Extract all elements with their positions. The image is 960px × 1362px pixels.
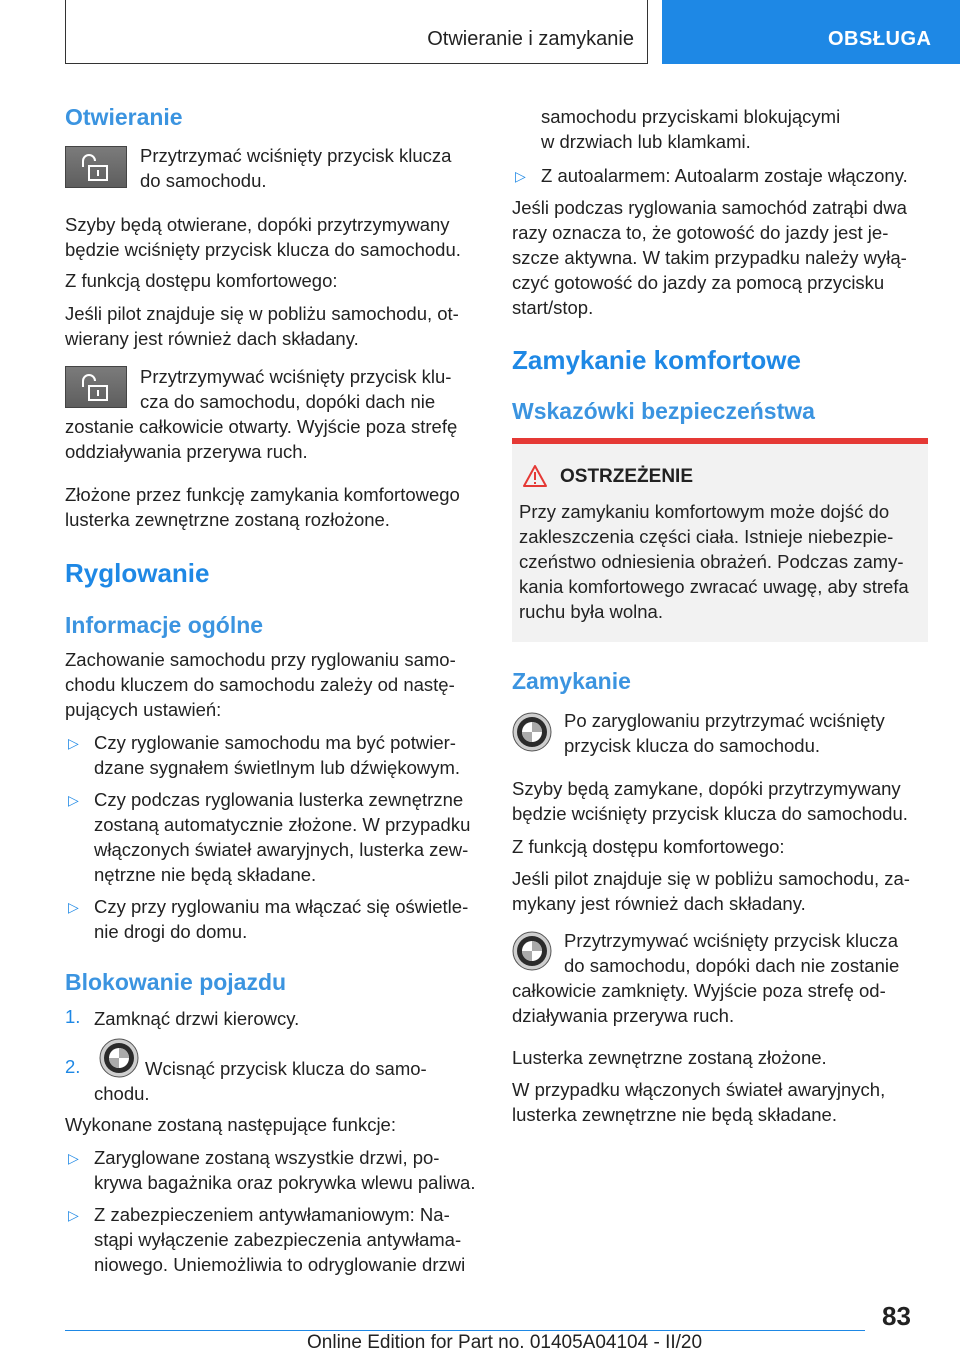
bullet-marker: ▷ [68,899,79,915]
step-text: Wcisnąć przycisk klucza do samo- [145,1058,427,1079]
chapter-tab-label: OBSŁUGA [828,28,932,50]
paragraph: Szyby będą otwierane, dopóki przytrzymywany będzie wciśnięty przycisk klucza do samochodu. [65,214,461,260]
list-item-continued: samochodu przyciskami blokującymi w drzwiach lub klamkami. [541,106,841,152]
paragraph: Wykonane zostaną następujące funkcje: [65,1114,396,1135]
step-text: Zamknąć drzwi kierowcy. [94,1008,300,1029]
heading-otwieranie: Otwieranie [65,104,183,130]
paragraph: Jeśli pilot znajduje się w pobliżu samochodu, za- mykany jest również dach składany. [512,868,910,914]
paragraph: całkowicie zamknięty. Wyjście poza strefę od- działywania przerywa ruch. [512,980,886,1026]
section-title: Otwieranie i zamykanie [427,28,634,50]
bmw-key-icon [99,1038,139,1078]
heading-wskazowki: Wskazówki bezpieczeństwa [512,398,815,424]
paragraph: Zachowanie samochodu przy ryglowaniu samo- chodu kluczem do samochodu zależy od nastę- pujących ustawień: [65,649,456,720]
warning-box [512,438,928,642]
paragraph: Z funkcją dostępu komfortowego: [65,270,338,291]
heading-ryglowanie: Ryglowanie [65,558,210,588]
paragraph: Z funkcją dostępu komfortowego: [512,836,785,857]
list-item: Z autoalarmem: Autoalarm zostaje włączony. [541,165,908,186]
list-item: Z zabezpieczeniem antywłamaniowym: Na- stąpi wyłączenie zabezpieczenia antywłama- niowego. Uniemożliwia to odryglowanie drzwi [94,1204,466,1275]
step-number: 2. [65,1056,81,1077]
paragraph: W przypadku włączonych świateł awaryjnych, lusterka zewnętrzne nie będą składane. [512,1079,886,1125]
warning-text: Przy zamykaniu komfortowym może dojść do zakleszczenia części ciała. Istnieje niebezpie- czeństwo odniesienia obrażeń. Podczas zamy- kania komfortowego zwracać uwagę, aby strefa ruchu była wolna. [519,501,909,622]
bmw-key-icon [512,712,552,752]
bullet-marker: ▷ [68,735,79,751]
paragraph: Przytrzymywać wciśnięty przycisk klucza do samochodu, dopóki dach nie zostanie [564,930,900,976]
footer-edition: Online Edition for Part no. 01405A04104 - II/20 [307,1332,703,1353]
heading-blokowanie: Blokowanie pojazdu [65,969,287,995]
heading-informacje: Informacje ogólne [65,612,264,638]
bullet-marker: ▷ [68,1207,79,1223]
close-instruction: Po zaryglowaniu przytrzymać wciśnięty przycisk klucza do samochodu. [564,710,885,756]
unlock-key-icon [65,146,127,188]
step-number: 1. [65,1006,81,1027]
paragraph: Przytrzymywać wciśnięty przycisk klu- cza do samochodu, dopóki dach nie [140,366,452,412]
heading-zamykanie: Zamykanie [512,668,631,694]
warning-triangle-icon [522,464,548,488]
bullet-marker: ▷ [68,1150,79,1166]
open-instruction: Przytrzymać wciśnięty przycisk klucza do samochodu. [140,145,452,191]
bullet-marker: ▷ [68,792,79,808]
list-item: Czy podczas ryglowania lusterka zewnętrzne zostaną automatycznie złożone. W przypadku włączonych świateł awaryjnych, lusterka zew- nętrzne nie będą składane. [94,789,471,885]
list-item: Czy przy ryglowaniu ma włączać się oświetle- nie drogi do domu. [94,896,469,942]
paragraph: Szyby będą zamykane, dopóki przytrzymywany będzie wciśnięty przycisk klucza do samochodu. [512,778,908,824]
chapter-tab[interactable] [662,0,960,64]
paragraph: Jeśli podczas ryglowania samochód zatrąbi dwa razy oznacza to, że gotowość do jazdy jest je- szcze aktywna. W takim przypadku należy wyłą- czyć gotowość do jazdy za pomocą przycisku start/stop. [512,197,907,318]
list-item: Zaryglowane zostaną wszystkie drzwi, po- krywa bagażnika oraz pokrywka wlewu paliwa. [94,1147,476,1193]
unlock-key-icon [65,366,127,408]
heading-zamykanie-komfortowe: Zamykanie komfortowe [512,345,801,375]
paragraph: Lusterka zewnętrzne zostaną złożone. [512,1047,827,1068]
paragraph: Jeśli pilot znajduje się w pobliżu samochodu, ot- wierany jest również dach składany. [65,303,459,349]
footer-rule [65,1330,865,1331]
paragraph: Złożone przez funkcję zamykania komfortowego lusterka zewnętrzne zostaną rozłożone. [65,484,460,530]
bmw-key-icon [512,931,552,971]
paragraph: zostanie całkowicie otwarty. Wyjście poza strefę oddziaływania przerywa ruch. [65,416,458,462]
page-number: 83 [882,1301,911,1331]
list-item: Czy ryglowanie samochodu ma być potwier- dzane sygnałem świetlnym lub dźwiękowym. [94,732,461,778]
header-frame [65,0,648,64]
step-text: chodu. [94,1083,150,1104]
bullet-marker: ▷ [515,168,526,184]
warning-title: OSTRZEŻENIE [560,466,694,487]
